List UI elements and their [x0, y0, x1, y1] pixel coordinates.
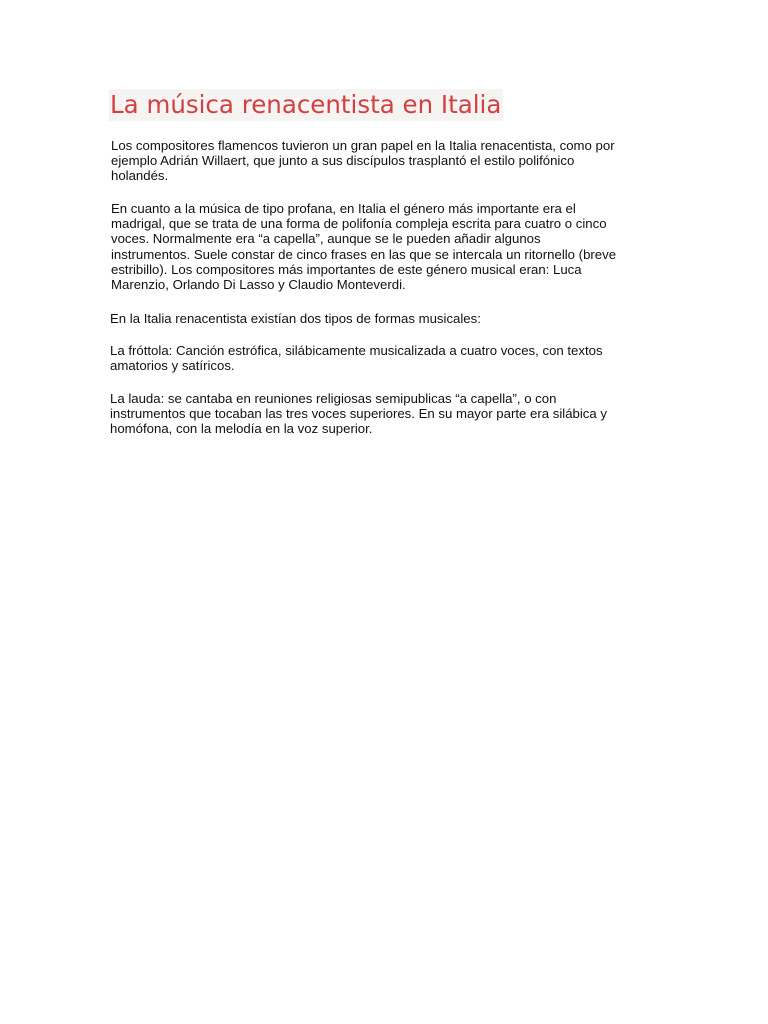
- paragraph-musical-forms-intro: En la Italia renacentista existían dos tipos de formas musicales:: [110, 311, 481, 326]
- paragraph-madrigal: En cuanto a la música de tipo profana, en Italia el género más importante era el madrigal, que se trata de una forma de polifonía compleja escrita para cuatro o cinco voces. Normalmente era “a capella”, aunque se le pueden añadir algunos instrumentos. Suele constar de cinco frases en las que se intercala un ritornello (breve estribillo). Los compositores más importantes de este género musical eran: Luca Marenzio, Orlando Di Lasso y Claudio Monteverdi.: [111, 201, 617, 293]
- paragraph-flemish-composers: Los compositores flamencos tuvieron un gran papel en la Italia renacentista, como por ejemplo Adrián Willaert, que junto a sus discípulos trasplantó el estilo polifónico holandés.: [111, 138, 615, 184]
- document-title: La música renacentista en Italia: [110, 90, 502, 119]
- paragraph-lauda: La lauda: se cantaba en reuniones religiosas semipublicas “a capella”, o con instrumentos que tocaban las tres voces superiores. En su mayor parte era silábica y homófona, con la melodía en la voz superior.: [110, 391, 607, 437]
- paragraph-frottola: La fróttola: Canción estrófica, silábicamente musicalizada a cuatro voces, con textos amatorios y satíricos.: [110, 343, 603, 374]
